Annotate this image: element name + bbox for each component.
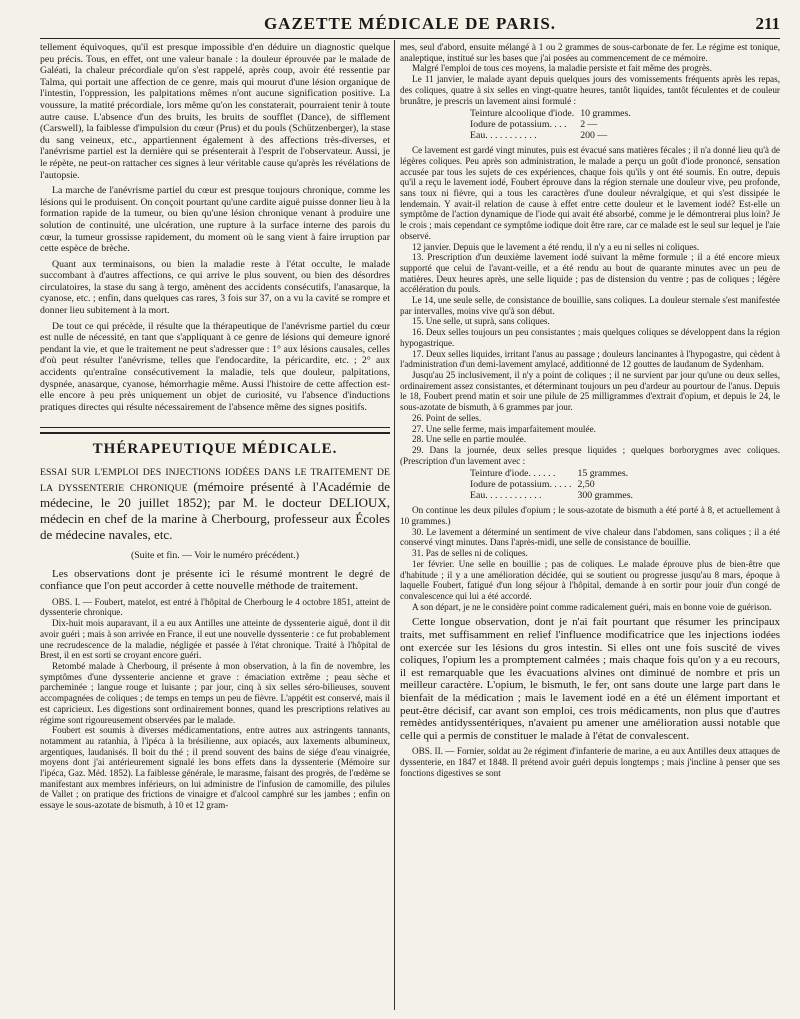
essay-title: ESSAI SUR L'EMPLOI DES INJECTIONS IODÉES DANS LE TRAITEMENT DE LA DYSSENTERIE CHRONIQUE (mémoire présenté à l'Académie de médecine, le 20 juillet 1852); par M. le docteur DELIOUX, médecin en chef de la marine à Cherbourg, professeur aux Écoles de médecine navales, etc. bbox=[40, 467, 391, 542]
paragraph: Jusqu'au 25 inclusivement, il n'y a point de coliques ; il ne survient par jour qu'une ou deux selles, ordinairement assez consistantes, et déterminant toujours un peu d'ardeur au pourtour de l'anus. Depuis le 18, Foubert prend matin et soir une pilule de 25 milligrammes d'extrait d'opium, et depuis le 24, le sous-azotate de bismuth, à 6 grammes par jour. bbox=[400, 369, 780, 413]
paragraph: OBS. II. — Fornier, soldat au 2e régiment d'infanterie de marine, a eu aux Antilles deux attaques de dyssenterie, en 1847 et 1848. Il prétend avoir guéri depuis longtemps ; mais j'incline à penser que ses fonctions digestives se sont bbox=[400, 746, 780, 778]
paragraph: A son départ, je ne le considère point comme radicalement guéri, mais en bonne voie de guérison. bbox=[412, 601, 772, 612]
paragraph: De tout ce qui précède, il résulte que la thérapeutique de l'anévrisme partiel du cœur est nulle de nécessité, en tant que s'appliquant à ce genre de lésions qui demeure ignoré pendant la vie, et que le traitement ne peut s'adresser que : 1° aux lésions causales, celles d'où peut résulter l'anévrisme, telles que l'endocardite, la péricardite, etc. ; 2° aux accidents qu'entraîne consécutivement la maladie, tels que douleur, palpitations, dyspnée, anasarque, cyanose, hémorrhagie même. Aussi l'histoire de cette affection est-elle encore à peu près uniquement un objet de curiosité, vu l'absence d'inductions pratiques directes qui résulte nécessairement de l'absence même des signes positifs. bbox=[40, 320, 390, 413]
paragraph: Le 11 janvier, le malade ayant depuis quelques jours des vomissements fréquents après les repas, des coliques, quatre à six selles en vingt-quatre heures, tantôt liquides, tantôt féculentes et de couleur brunâtre, je prescris un lavement ainsi formulé : bbox=[400, 74, 780, 106]
section-rule bbox=[40, 427, 390, 428]
paragraph: 17. Deux selles liquides, irritant l'anus au passage ; douleurs lancinantes à l'hypogastre, qui cèdent à l'administration d'un demi-lavement amylacé, additionné de 12 gouttes de laudanum de Sydenham. bbox=[400, 348, 780, 370]
paragraph: OBS. I. — Foubert, matelot, est entré à l'hôpital de Cherbourg le 4 octobre 1851, atteint de dyssenterie chronique. bbox=[40, 596, 390, 618]
paragraph: La marche de l'anévrisme partiel du cœur est presque toujours chronique, comme les lésions qui le produisent. On conçoit pourtant qu'une cardite aiguë puisse donner lieu à la formation rapide de la tumeur, ou bien qu'une lésion chronique venant à produire une solution de continuité, une ulcération, une rupture à la surface interne des parois du cœur, la tumeur grossisse rapidement, du moment où le sang vient à faire irruption par cette espèce de brèche. bbox=[40, 185, 390, 255]
paragraph: Retombé malade à Cherbourg, il présente à mon observation, à la fin de novembre, les symptômes d'une dyssenterie ancienne et grave : émaciation extrême ; peau sèche et parcheminée ; langue rouge et luisante ; par jour, cinq à six selles séro-bilieuses, souvent accompagnées de coliques ; de temps en temps un peu de fièvre. L'appétit est conservé, mais il est capricieux. Les digestions sont ordinairement bonnes, quand les prescriptions relatives au régime sont rigoureusement observées par le malade. bbox=[40, 661, 390, 725]
paragraph: Dix-huit mois auparavant, il a eu aux Antilles une atteinte de dyssenterie aiguë, dont il dit avoir guéri ; mais à son arrivée en France, il eut une nouvelle dyssenterie : ce fut probablement une recrudescence de la maladie, négligée et passée à l'état chronique. Traité à l'hôpital de Brest, il en est sorti se croyant encore guéri. bbox=[40, 618, 390, 661]
paragraph: 27. Une selle ferme, mais imparfaitement moulée. bbox=[412, 423, 596, 434]
paragraph: Le 14, une seule selle, de consistance de bouillie, sans coliques. La douleur sternale s'est manifestée par intervalles, moins vive qu'à son début. bbox=[400, 295, 780, 316]
paragraph: Ce lavement est gardé vingt minutes, puis est évacué sans matières fécales ; il n'a donné lieu qu'à de légères coliques. Peu après son administration, le malade a perçu un goût d'iode prononcé, sensation accusée par tous les sujets de ces expériences, chaque fois qu'ils y ont été soumis. En outre, depuis qu'il a reçu le lavement iodé, Foubert éprouve dans la région sternale une douleur vive, peu profonde, sans toux ni fièvre, qui a tous les caractères d'une douleur névralgique, et qui s'est dissipée le lendemain. Y avait-il relation de cause à effet entre cette douleur et le lavement iodé? Est-elle un symptôme de l'action dynamique de l'iode qui avait été absorbé, comme je le démontrerai plus loin? Je le crois ; mais cependant ce symptôme iodique doit être rare, car ce malade est le seul sur lequel je l'aie observé. bbox=[400, 145, 780, 241]
paragraph: mes, seul d'abord, ensuite mélangé à 1 ou 2 grammes de sous-carbonate de fer. Le régime est tonique, analeptique, institué sur les bases que j'ai posées au commencement de ce mémoire. bbox=[400, 42, 780, 63]
paragraph: 29. Dans la journée, deux selles presque liquides ; quelques borborygmes avec coliques. (Prescription d'un lavement avec : bbox=[400, 444, 780, 466]
journal-title: GAZETTE MÉDICALE DE PARIS. bbox=[263, 14, 557, 33]
left-column bbox=[40, 42, 390, 811]
paragraph: 26. Point de selles. bbox=[412, 412, 482, 423]
prescription-table: Teinture alcoolique d'iode. 10 grammes. Iodure de potassium. . . . 2 — Eau. . . . . . . . . . . 200 — bbox=[470, 108, 631, 142]
paragraph: tellement équivoques, qu'il est presque impossible d'en déduire un diagnostic quelque peu précis. Tous, en effet, ont une valeur banale : la douleur éprouvée par le malade de Galéati, la chaleur précordiale qu'on s'est rappelé, après coup, avoir été ressentie par Talma, qui portait une affection de ce genre, mais qui mourut d'une lésion organique de l'intestin, l'oppression, les palpitations mêmes n'ont aucune signification positive. La voussure, la matité précordiale, lors même qu'on les constaterait, pourraient tenir à toute autre cause. L'absence d'un des bruits, les bruits de soufflet (Dance), de sifflement (Carswell), la faiblesse d'impulsion du cœur (Prus) et du pouls (Schützenberger), la stase du sang veineux, etc., appartiennent également à des affections très-diverses, et l'anévrisme partiel est la dernière qui se présenterait à l'esprit de l'observateur. Aussi, je le répète, ne peut-on rattacher ces signes à leur véritable cause qu'après les révélations de l'autopsie. bbox=[40, 42, 390, 181]
page-number: 211 bbox=[755, 14, 780, 33]
paragraph: 12 janvier. Depuis que le lavement a été rendu, il n'y a eu ni selles ni coliques. bbox=[412, 241, 700, 252]
paragraph: On continue les deux pilules d'opium ; le sous-azotate de bismuth a été porté à 8, et actuellement à 10 grammes.) bbox=[400, 505, 780, 527]
paragraph: Foubert est soumis à diverses médicamentations, entre autres aux astringents tannants, notamment au ratanhia, à l'ipéca à la brésilienne, aux opiacés, aux laxements albumineux, argentiques, laudanisés. Il boit du thé ; il prend souvent des bains de siége d'eau vinaigrée, moyens dont j'ai antérieurement signalé les bons effets dans la dyssenterie (Mémoire sur l'ipéca, Gaz. Méd. 1852). La faiblesse générale, le marasme, faisant des progrès, de l'œdème se manifestant aux membres inférieurs, on lui administre de l'infusion de camomille, des pilules de Vallet ; on pratique des frictions de vinaigre et d'alcool camphré sur les jambes ; enfin on essaye le sous-azotate de bismuth, à 10 et 12 gram- bbox=[40, 725, 390, 811]
paragraph: Les observations dont je présente ici le résumé montrent le degré de confiance que l'on peut accorder à cette nouvelle méthode de traitement. bbox=[40, 567, 390, 593]
paragraph: Malgré l'emploi de tous ces moyens, la maladie persiste et fait même des progrès. bbox=[412, 63, 712, 74]
paragraph: 13. Prescription d'un deuxième lavement iodé suivant la même formule ; il a été encore mieux supporté que celui de l'avant-veille, et a été rendu au bout de quarante minutes avec un peu de matières. Deux heures après, une selle liquide ; pas de distension du ventre ; pas de coliques ; légère accélération du pouls. bbox=[400, 252, 780, 295]
continuation-note: (Suite et fin. — Voir le numéro précédent.) bbox=[130, 550, 300, 561]
paragraph: 1er février. Une selle en bouillie ; pas de coliques. Le malade éprouve plus de bien-être que d'habitude ; il y a une amélioration décidée, qui se soutient ou progresse jusqu'au 8 mars, époque à laquelle Foubert, fatigué d'un long séjour à l'hôpital, demande à en sortir pour jouir d'un congé de convalescence qui lui a été accordé. bbox=[400, 558, 780, 601]
paragraph: 31. Pas de selles ni de coliques. bbox=[412, 548, 528, 559]
paragraph: 16. Deux selles toujours un peu consistantes ; mais quelques coliques se développent dans la région hypogastrique. bbox=[400, 327, 780, 348]
paragraph: 15. Une selle, ut suprà, sans coliques. bbox=[412, 316, 550, 327]
paragraph: Cette longue observation, dont je n'ai fait pourtant que résumer les principaux traits, met suffisamment en relief l'influence modificatrice que les injections iodées ont exercée sur les lésions du gros intestin. Si elles ont une fois suscité de vives coliques, l'opium les a promptement calmées ; mais chaque fois qu'on y a eu recours, il est remarquable que les évacuations alvines ont diminué de nombre et pris un meilleur caractère. L'opium, le bismuth, le fer, ont sans doute une large part dans le bienfait de la médication ; mais le lavement iodé en a été un élément important et peut-être décisif, car avant son emploi, ces trois médicaments, non plus que d'autres remèdes antidyssentériques, n'avaient pu amener une amélioration aussi notable que celle qui a permis de constituer le malade à l'état de convalescent. bbox=[400, 616, 780, 742]
paragraph: 28. Une selle en partie moulée. bbox=[412, 434, 527, 445]
section-rule bbox=[40, 432, 390, 434]
paragraph: Quant aux terminaisons, ou bien la maladie reste à l'état occulte, le malade succombant à d'autres affections, ce qui arrive le plus souvent, ou bien des désordres circulatoires, la stase du sang à tergo, amènent des accidents consécutifs, l'anasarque, la cyanose, etc. ; enfin, dans quelques cas rares, 3 fois sur 37, on a vu la cavité se rompre et donner lieu subitement à la mort. bbox=[40, 258, 390, 317]
prescription-table: Teinture d'iode. . . . . . 15 grammes. Iodure de potassium. . . . . 2,50 Eau. . . . . . . . . . . . 300 grammes. bbox=[470, 468, 634, 502]
section-heading: THÉRAPEUTIQUE MÉDICALE. bbox=[92, 441, 338, 458]
right-column bbox=[400, 42, 780, 778]
paragraph: 30. Le lavement a déterminé un sentiment de vive chaleur dans l'abdomen, sans coliques ; il a été conservé vingt minutes. Dans l'après-midi, une selle de consistance de bouillie. bbox=[400, 526, 780, 548]
page-header bbox=[40, 12, 780, 39]
column-divider bbox=[394, 40, 395, 1010]
